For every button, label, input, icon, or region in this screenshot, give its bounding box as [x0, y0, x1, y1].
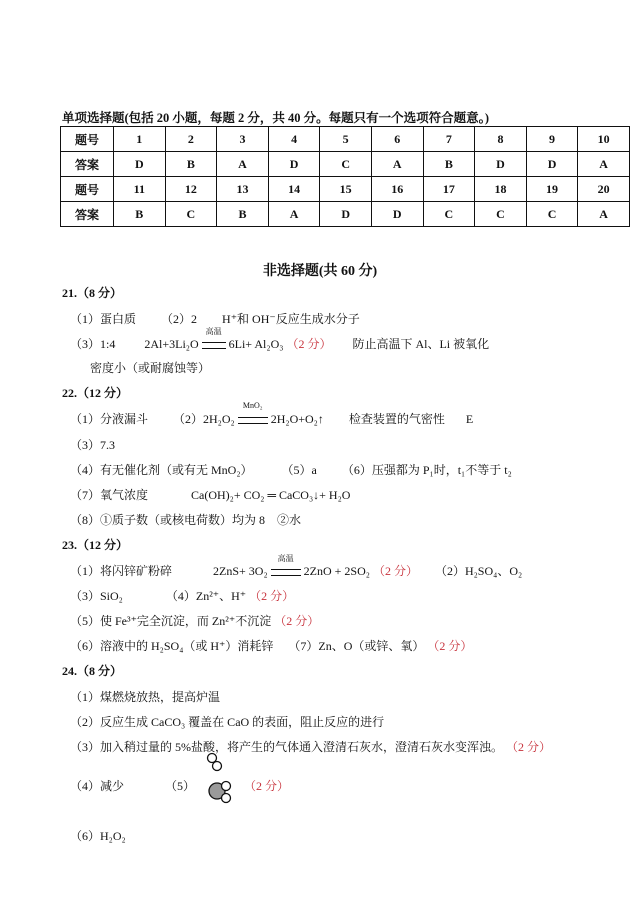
q22-answer-7: （7）氧气浓度 [70, 488, 149, 502]
q21-answer-3: （3）1:4 [70, 337, 116, 351]
q22-equation-condition: MnO₂ [242, 401, 263, 410]
q21-answer-3-reason: 防止高温下 Al、Li 被氧化 [352, 337, 490, 351]
table-cell: 20 [578, 177, 630, 202]
section-single-choice-title: 单项选择题(包括 20 小题，每题 2 分，共 40 分。每题只有一个选项符合题意。) [62, 111, 490, 125]
q22-line-5: （8）①质子数（或核电荷数）均为 8 ②水 [70, 513, 302, 527]
q23-score-1: （2 分） [372, 564, 418, 578]
table-cell: 6 [371, 127, 423, 152]
table-cell: C [475, 202, 527, 227]
q21-equation-lhs: 2Al+3Li₂O [144, 337, 199, 351]
table-cell: 10 [578, 127, 630, 152]
q21-answer-2: （2）2 [161, 312, 198, 326]
table-cell: 11 [114, 177, 166, 202]
table-cell: D [114, 152, 166, 177]
table-cell: D [371, 202, 423, 227]
table-cell: 13 [217, 177, 269, 202]
table-cell: 3 [217, 127, 269, 152]
q21-line-2 [70, 327, 490, 352]
q22-answer-e: E [465, 412, 474, 426]
q23-line-4 [70, 637, 472, 654]
q22-answer-5: （5）a [281, 463, 317, 477]
table-cell: B [423, 152, 475, 177]
table-cell: D [268, 152, 320, 177]
table-row [61, 127, 630, 152]
q24-score-1: （2 分） [506, 740, 552, 754]
table-row-label: 题号 [61, 177, 114, 202]
q23-heading: 23.（12 分） [62, 538, 129, 552]
q23-equation-condition: 高温 [277, 554, 294, 563]
q21-answer-1: （1）蛋白质 [70, 312, 137, 326]
q24-line-1: （1）煤燃烧放热，提高炉温 [70, 690, 221, 704]
table-cell: 2 [165, 127, 217, 152]
q24-answer-3: （3）加入稍过量的 5%盐酸，将产生的气体通入澄清石灰水，澄清石灰水变浑浊。 [70, 740, 503, 754]
table-cell: B [217, 202, 269, 227]
table-cell: D [320, 202, 372, 227]
q22-line-1 [70, 401, 474, 427]
table-cell: B [165, 152, 217, 177]
table-cell: C [320, 152, 372, 177]
q22-answer-check: 检查装置的气密性 [348, 412, 445, 426]
table-row [61, 202, 630, 227]
q23-answer-7: （7）Zn、O（或锌、氧） [288, 639, 425, 653]
q23-score-2: （2 分） [249, 589, 295, 603]
table-cell: 5 [320, 127, 372, 152]
table-cell: 15 [320, 177, 372, 202]
q23-answer-2: （2）H₂SO₄、O₂ [434, 564, 523, 578]
table-cell: 14 [268, 177, 320, 202]
q21-equation-condition: 高温 [205, 327, 222, 336]
q23-score-4: （2 分） [427, 639, 473, 653]
q22-equation-rhs: 2H₂O+O₂↑ [270, 412, 324, 426]
table-cell: 1 [114, 127, 166, 152]
table-cell: C [423, 202, 475, 227]
table-row-label: 题号 [61, 127, 114, 152]
q22-heading: 22.（12 分） [62, 386, 129, 400]
table-cell: A [371, 152, 423, 177]
answer-table [60, 126, 630, 227]
table-cell: 19 [526, 177, 578, 202]
q24-line-3 [70, 738, 551, 755]
q23-answer-4: （4）Zn²⁺、H⁺ [165, 589, 247, 603]
q23-answer-5: （5）使 Fe³⁺完全沉淀，而 Zn²⁺不沉淀 [70, 614, 272, 628]
q23-line-1 [70, 554, 523, 579]
q22-equation-lhs: （2）2H₂O₂ [173, 412, 235, 426]
table-cell: A [578, 152, 630, 177]
table-cell: 8 [475, 127, 527, 152]
table-cell: B [114, 202, 166, 227]
q23-answer-6: （6）溶液中的 H₂SO₄（或 H⁺）消耗锌 [70, 639, 274, 653]
table-cell: C [165, 202, 217, 227]
table-row-label: 答案 [61, 152, 114, 177]
q21-score: （2 分） [286, 337, 332, 351]
q22-answer-4: （4）有无催化剂（或有无 MnO₂） [70, 463, 253, 477]
q21-line-3: 密度小（或耐腐蚀等） [90, 361, 211, 375]
q23-equation-arrow [271, 554, 301, 579]
table-cell: D [526, 152, 578, 177]
table-cell: 16 [371, 177, 423, 202]
q24-line-2: （2）反应生成 CaCO₃ 覆盖在 CaO 的表面，阻止反应的进行 [70, 715, 385, 729]
q23-line-3 [70, 612, 319, 629]
table-cell: D [475, 152, 527, 177]
table-row [61, 152, 630, 177]
table-cell: 18 [475, 177, 527, 202]
q21-heading: 21.（8 分） [62, 286, 123, 300]
q21-equation-arrow [202, 327, 226, 352]
section-non-choice-title: 非选择题(共 60 分) [262, 264, 378, 279]
q21-line-1 [70, 310, 360, 327]
q21-answer-2-reason: H⁺和 OH⁻反应生成水分子 [222, 312, 360, 326]
table-cell: C [526, 202, 578, 227]
table-cell: 4 [268, 127, 320, 152]
q24-line-6: （6）H₂O₂ [70, 829, 126, 843]
q23-equation-rhs: 2ZnO + 2SO₂ [303, 564, 370, 578]
q24-answer-5: （5） [165, 779, 196, 793]
molecule-diagram-icon [200, 748, 240, 808]
table-cell: A [217, 152, 269, 177]
q23-line-2 [70, 587, 294, 604]
q24-score-2: （2 分） [244, 779, 290, 793]
q23-score-3: （2 分） [274, 614, 320, 628]
q24-line-4 [70, 777, 195, 794]
table-cell: 12 [165, 177, 217, 202]
q23-answer-1: （1）将闪锌矿粉碎 [70, 564, 173, 578]
table-cell: 17 [423, 177, 475, 202]
table-row-label: 答案 [61, 202, 114, 227]
q22-equation-2: Ca(OH)₂+ CO₂ ═ CaCO₃↓+ H₂O [191, 488, 351, 502]
q22-answer-6: （6）压强都为 P₁时，t₁不等于 t₂ [341, 463, 512, 477]
table-cell: A [268, 202, 320, 227]
q22-line-2: （3）7.3 [70, 438, 116, 452]
q24-heading: 24.（8 分） [62, 664, 123, 678]
q23-answer-3: （3）SiO₂ [70, 589, 123, 603]
q21-equation-rhs: 6Li+ Al₂O₃ [228, 337, 284, 351]
q24-answer-4: （4）减少 [70, 779, 125, 793]
table-cell: 7 [423, 127, 475, 152]
q23-equation-lhs: 2ZnS+ 3O₂ [213, 564, 268, 578]
table-cell: 9 [526, 127, 578, 152]
q22-line-3 [70, 461, 512, 478]
table-cell: A [578, 202, 630, 227]
table-row [61, 177, 630, 202]
q22-line-4 [70, 486, 350, 503]
q22-answer-1: （1）分液漏斗 [70, 412, 149, 426]
q22-equation-arrow [238, 401, 268, 427]
